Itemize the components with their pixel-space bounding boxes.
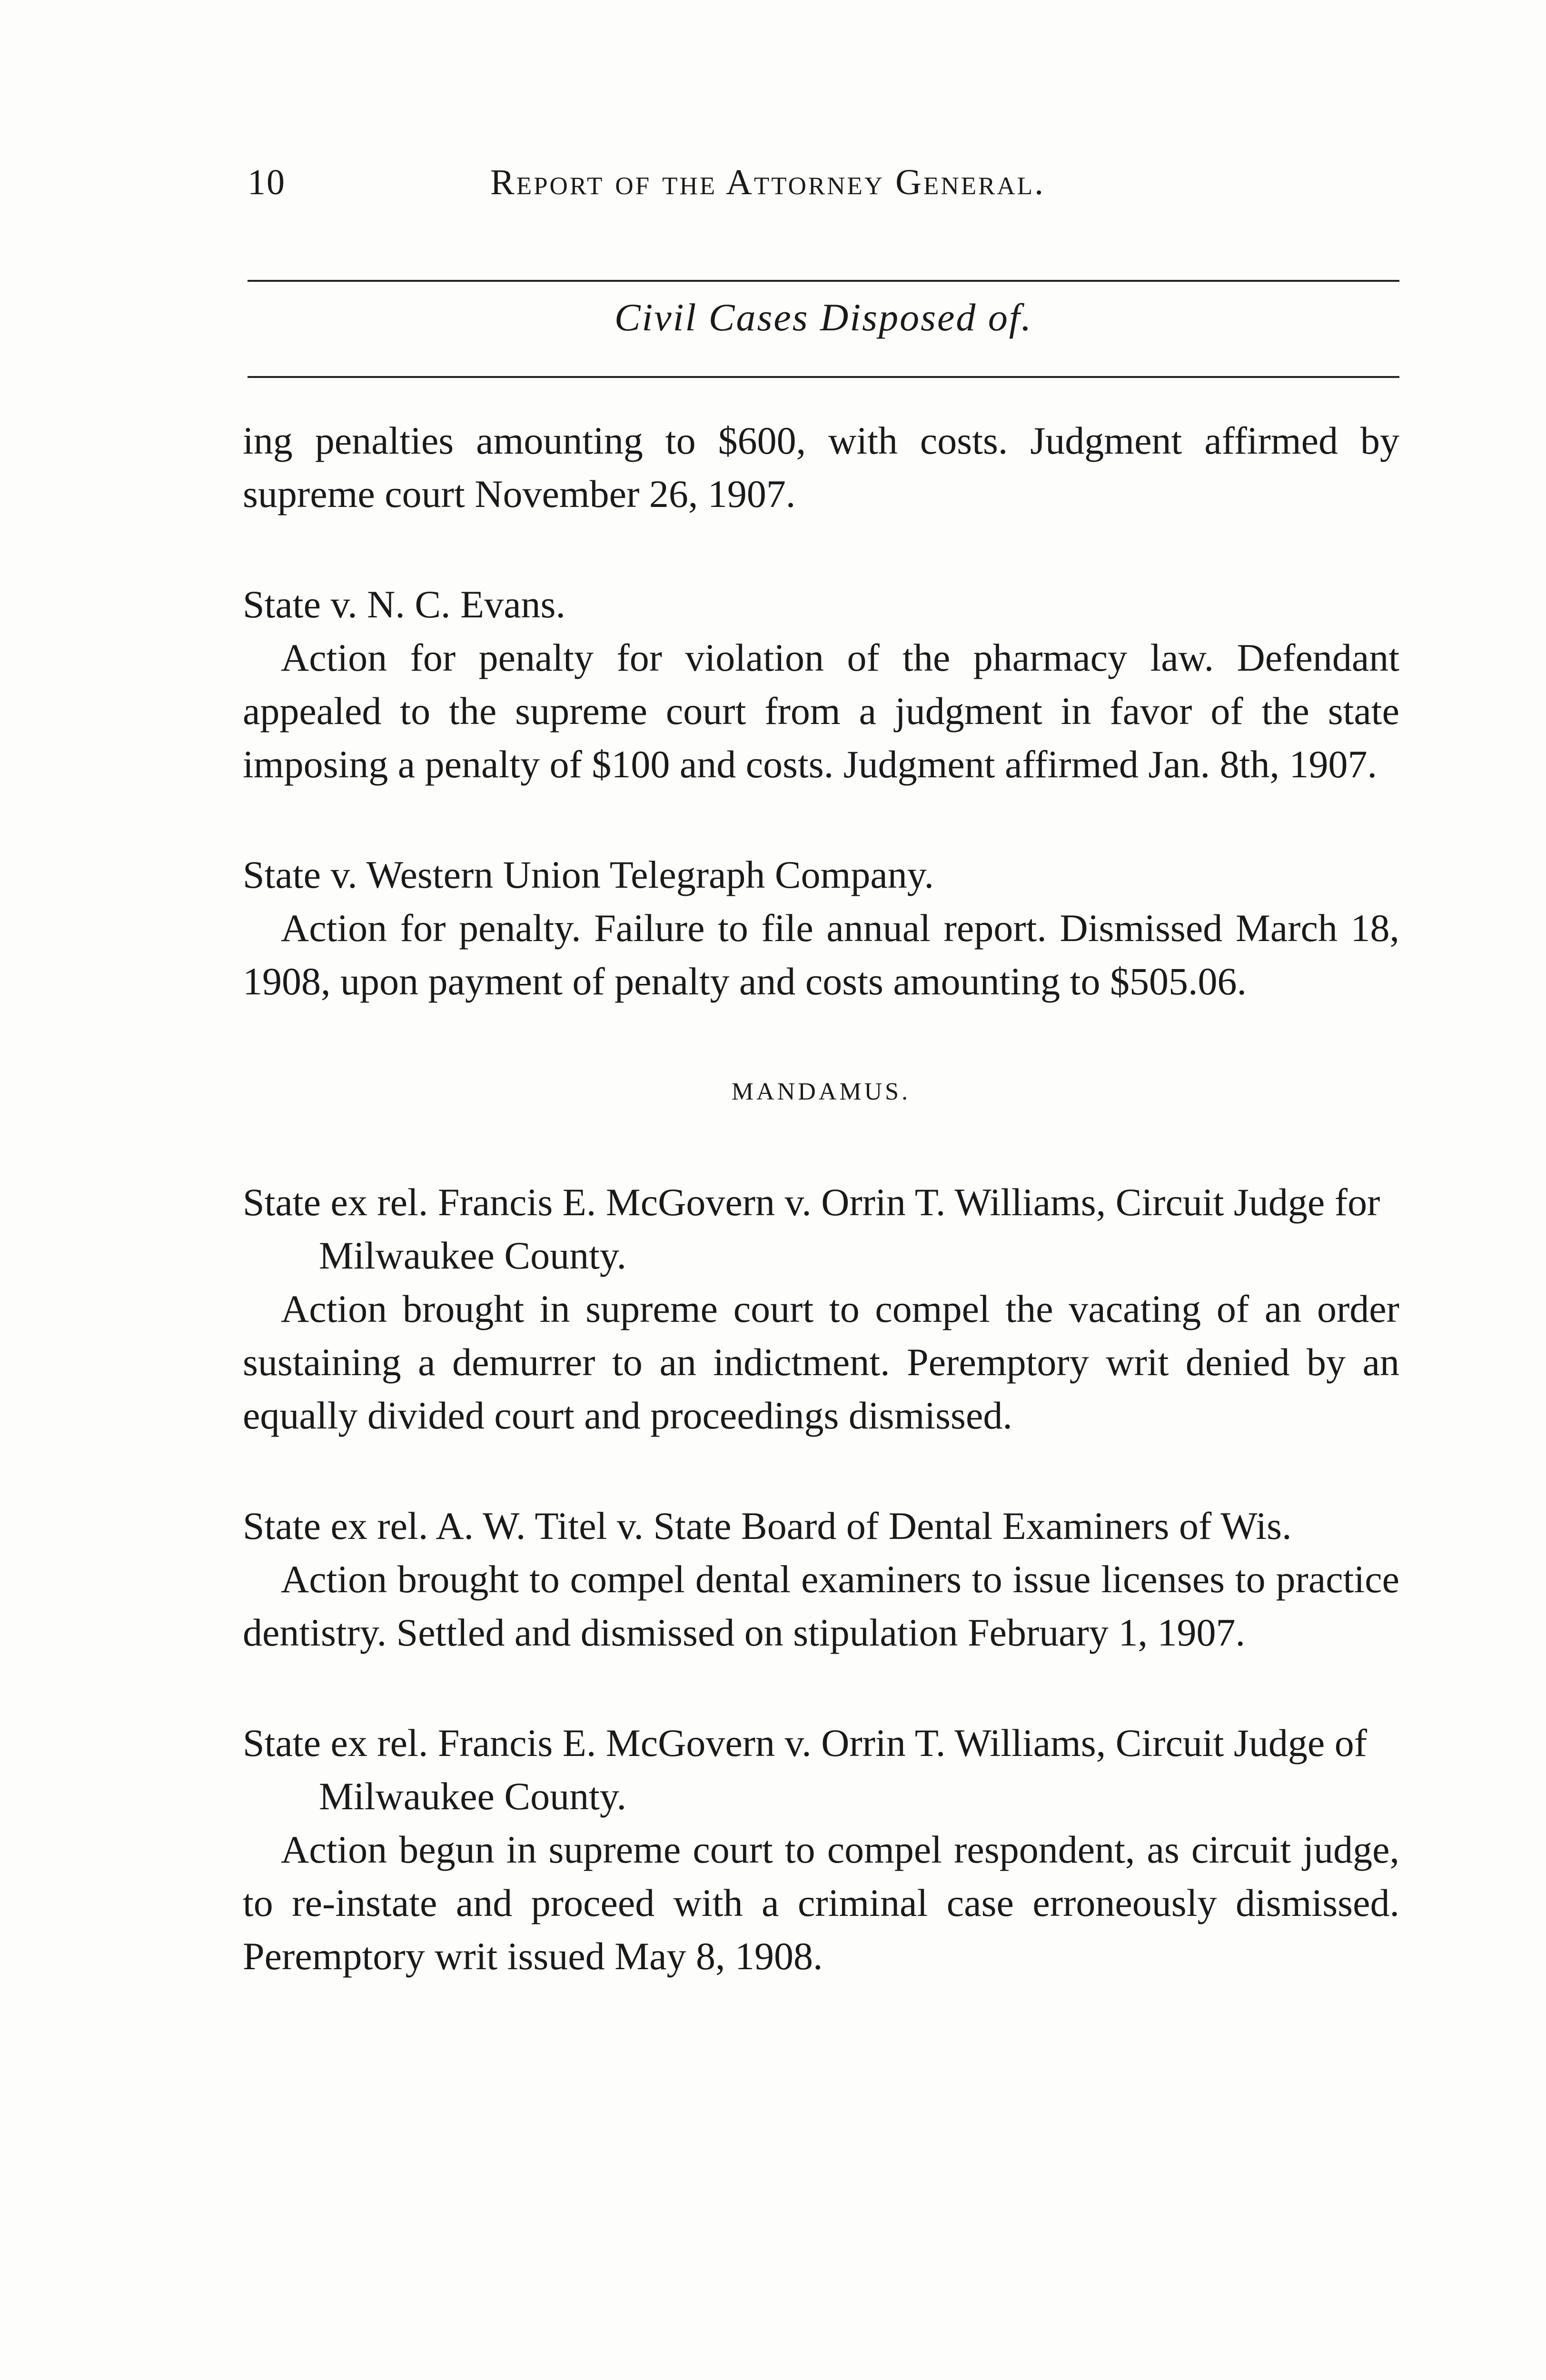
case-entry-western-union [243,848,1399,1008]
mandamus-entry-mcgovern-1 [243,1176,1399,1442]
case-body: Action for penalty. Failure to file annual report. Dismissed March 18, 1908, upon payment of penalty and costs amounting to $505.06. [243,906,1399,1003]
page-number: 10 [248,162,286,202]
case-entry-evans [243,578,1399,791]
page-header [248,162,1399,219]
header-rule-bottom [248,376,1399,378]
case-caption: State v. Western Union Telegraph Company. [243,853,934,896]
mandamus-heading: MANDAMUS. [731,1078,911,1105]
case-body: Action brought to compel dental examiners to issue licenses to practice dentistry. Settled and dismissed on stipulation February 1, 1907. [243,1557,1399,1654]
case-caption: State ex rel. Francis E. McGovern v. Orrin T. Williams, Circuit Judge of Milwaukee County. [243,1721,1368,1818]
running-title: Report of the Attorney General. [490,162,1046,202]
mandamus-entry-mcgovern-2 [243,1716,1399,1983]
header-rule-top [248,280,1399,282]
mandamus-entry-titel [243,1499,1399,1659]
case-body: Action for penalty for violation of the pharmacy law. Defendant appealed to the supreme court from a judgment in favor of the state imposing a penalty of $100 and costs. Judgment affirmed Jan. 8th, 1907. [243,636,1399,786]
case-caption: State v. N. C. Evans. [243,583,565,626]
case-caption: State ex rel. A. W. Titel v. State Board of Dental Examiners of Wis. [243,1504,1292,1547]
case-body: Action begun in supreme court to compel respondent, as circuit judge, to re-instate and proceed with a criminal case erroneously dismissed. Peremptory writ issued May 8, 1908. [243,1828,1399,1978]
page-body [243,414,1399,1983]
case-caption: State ex rel. Francis E. McGovern v. Orrin T. Williams, Circuit Judge for Milwaukee County. [243,1180,1380,1277]
continuation-paragraph: ing penalties amounting to $600, with costs. Judgment affirmed by supreme court November 26, 1907. [243,419,1399,516]
section-heading: Civil Cases Disposed of. [614,296,1033,339]
case-body: Action brought in supreme court to compel the vacating of an order sustaining a demurrer to an indictment. Peremptory writ denied by an equally divided court and proceedings dismissed. [243,1287,1399,1437]
